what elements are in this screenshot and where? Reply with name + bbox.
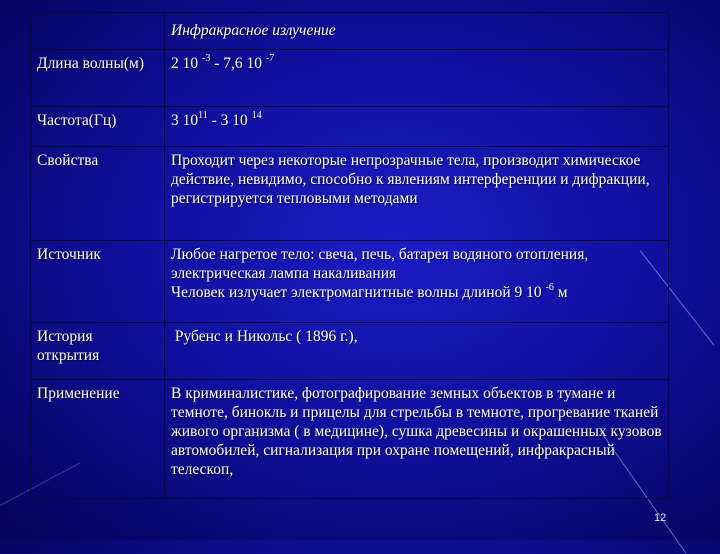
table-header-row bbox=[31, 13, 669, 50]
row-label: Длина волны(м) bbox=[31, 50, 165, 107]
row-value-wavelength bbox=[165, 50, 669, 107]
table-row-history bbox=[31, 323, 669, 380]
value-text: 3 10 bbox=[171, 112, 199, 129]
row-label: Свойства bbox=[31, 147, 165, 241]
exponent: -7 bbox=[265, 52, 275, 64]
value-line: Любое нагретое тело: свеча, печь, батарея водяного отопления, электрическая лампа накаливания bbox=[171, 246, 589, 282]
value-text: м bbox=[553, 284, 568, 301]
value-text: Человек излучает электромагнитные волны длиной 9 10 bbox=[171, 284, 546, 301]
row-value-source bbox=[165, 241, 669, 323]
exponent: -6 bbox=[545, 281, 554, 293]
page-number: 12 bbox=[654, 512, 667, 524]
row-label: Применение bbox=[31, 380, 165, 499]
table-row-application bbox=[31, 380, 669, 499]
value-line bbox=[171, 283, 662, 302]
infrared-radiation-table bbox=[30, 12, 669, 499]
row-label: Источник bbox=[31, 241, 165, 323]
exponent: 14 bbox=[251, 109, 262, 121]
table-row-frequency bbox=[31, 107, 669, 147]
table-row-properties bbox=[31, 147, 669, 241]
table-row-source bbox=[31, 241, 669, 323]
row-value-application: В криминалистике, фотографирование земных объектов в тумане и темноте, бинокль и прицелы для стрельбы в темноте, прогревание тканей живого организма ( в медицине), сушка древесины и окрашенных кузовов автомобилей, сигнализация при охране помещений, инфракрасный телескоп, bbox=[165, 380, 669, 499]
row-value-frequency bbox=[165, 107, 669, 147]
row-value-history: Рубенс и Никольс ( 1896 г.), bbox=[165, 323, 669, 380]
value-text: 2 10 bbox=[171, 55, 202, 72]
value-text: - 3 10 bbox=[207, 112, 252, 129]
row-label: История открытия bbox=[31, 323, 165, 380]
row-label: Частота(Гц) bbox=[31, 107, 165, 147]
exponent: -3 bbox=[202, 52, 211, 64]
header-empty-cell bbox=[31, 13, 165, 50]
exponent: 11 bbox=[198, 109, 208, 121]
table-row-wavelength bbox=[31, 50, 669, 107]
table-title: Инфракрасное излучение bbox=[165, 13, 669, 50]
row-value-properties: Проходит через некоторые непрозрачные тела, производит химическое действие, невидимо, способно к явлениям интерференции и дифракции, регистрируется тепловыми методами bbox=[165, 147, 669, 241]
value-text: - 7,6 10 bbox=[210, 55, 266, 72]
